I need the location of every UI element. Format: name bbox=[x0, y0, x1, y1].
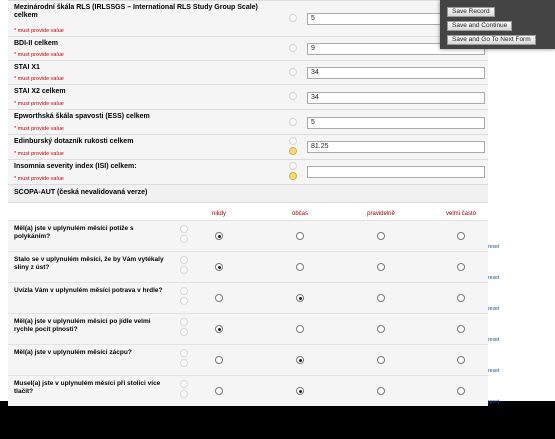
radio-option[interactable] bbox=[215, 294, 223, 302]
radio-option[interactable] bbox=[296, 263, 304, 271]
radio-option[interactable] bbox=[215, 387, 223, 395]
comment-icon[interactable] bbox=[289, 172, 297, 180]
history-icon[interactable] bbox=[180, 225, 188, 233]
history-icon[interactable] bbox=[289, 14, 297, 22]
column-header: pravidelně bbox=[367, 211, 395, 217]
comment-icon[interactable] bbox=[180, 328, 188, 336]
comment-icon[interactable] bbox=[180, 297, 188, 305]
history-icon[interactable] bbox=[180, 256, 188, 264]
radio-option[interactable] bbox=[457, 325, 465, 333]
radio-option[interactable] bbox=[377, 325, 385, 333]
radio-option[interactable] bbox=[377, 387, 385, 395]
question-label: Měl(a) jste v uplynulém měsíci po jídle velmi rychle pocit plnosti? bbox=[14, 318, 151, 333]
comment-icon[interactable] bbox=[289, 147, 297, 155]
section-header bbox=[8, 184, 488, 202]
score-input[interactable] bbox=[307, 166, 485, 178]
field-label: STAI X2 celkem bbox=[14, 88, 66, 95]
section-title: SCOPA-AUT (česká nevalidovaná verze) bbox=[14, 189, 148, 196]
radio-option[interactable] bbox=[457, 387, 465, 395]
history-icon[interactable] bbox=[289, 118, 297, 126]
score-input[interactable]: 34 bbox=[307, 92, 485, 104]
history-icon[interactable] bbox=[180, 287, 188, 295]
comment-icon[interactable] bbox=[180, 235, 188, 243]
matrix-row bbox=[8, 375, 488, 406]
score-row bbox=[8, 36, 488, 60]
radio-option[interactable] bbox=[296, 232, 304, 240]
history-icon[interactable] bbox=[289, 92, 297, 100]
field-label: Epworthská škála spavosti (ESS) celkem bbox=[14, 113, 150, 120]
reset-link[interactable]: reset bbox=[488, 244, 500, 250]
data-entry-form bbox=[8, 0, 488, 401]
radio-option[interactable] bbox=[296, 325, 304, 333]
reset-link[interactable]: reset bbox=[488, 306, 500, 312]
history-icon[interactable] bbox=[289, 68, 297, 76]
radio-option[interactable] bbox=[215, 263, 223, 271]
question-label: Musel(a) jste v uplynulém měsíci při stolici více tlačit? bbox=[14, 380, 161, 395]
reset-link[interactable]: reset bbox=[488, 275, 500, 281]
comment-icon[interactable] bbox=[180, 266, 188, 274]
save-and-continue-button[interactable]: Save and Continue bbox=[447, 21, 512, 31]
radio-option[interactable] bbox=[377, 294, 385, 302]
radio-option[interactable] bbox=[457, 294, 465, 302]
score-row bbox=[8, 60, 488, 84]
matrix-row bbox=[8, 251, 488, 282]
history-icon[interactable] bbox=[289, 44, 297, 52]
matrix-row bbox=[8, 344, 488, 375]
score-input[interactable]: 9 bbox=[307, 43, 485, 55]
radio-option[interactable] bbox=[296, 356, 304, 364]
reset-link[interactable]: reset bbox=[488, 337, 500, 343]
save-record-button[interactable]: Save Record bbox=[447, 7, 495, 17]
matrix-header bbox=[8, 202, 488, 220]
radio-option[interactable] bbox=[215, 232, 223, 240]
radio-option[interactable] bbox=[215, 325, 223, 333]
history-icon[interactable] bbox=[289, 162, 297, 170]
column-header: velmi často bbox=[445, 211, 476, 217]
score-input[interactable]: 34 bbox=[307, 67, 485, 79]
score-input[interactable]: 81.25 bbox=[307, 141, 485, 153]
radio-option[interactable] bbox=[377, 356, 385, 364]
score-row bbox=[8, 0, 488, 36]
history-icon[interactable] bbox=[289, 137, 297, 145]
comment-icon[interactable] bbox=[180, 390, 188, 398]
matrix-row bbox=[8, 313, 488, 344]
history-icon[interactable] bbox=[180, 380, 188, 388]
history-icon[interactable] bbox=[180, 349, 188, 357]
field-label: Insomnia severity index (ISI) celkem: bbox=[14, 163, 137, 170]
reset-link[interactable]: reset bbox=[488, 368, 500, 374]
required-note: * must provide value bbox=[14, 52, 64, 58]
required-note: * must provide value bbox=[14, 101, 64, 107]
radio-option[interactable] bbox=[296, 387, 304, 395]
radio-option[interactable] bbox=[377, 263, 385, 271]
field-label: STAI X1 bbox=[14, 64, 40, 71]
required-note: * must provide value bbox=[14, 126, 64, 132]
matrix-row bbox=[8, 282, 488, 313]
required-note: * must provide value bbox=[14, 76, 64, 82]
matrix-row bbox=[8, 220, 488, 251]
radio-option[interactable] bbox=[215, 356, 223, 364]
field-label: BDI-II celkem bbox=[14, 40, 58, 47]
radio-option[interactable] bbox=[296, 294, 304, 302]
reset-link[interactable]: reset bbox=[488, 399, 500, 405]
radio-option[interactable] bbox=[457, 356, 465, 364]
radio-option[interactable] bbox=[457, 263, 465, 271]
score-row bbox=[8, 84, 488, 109]
comment-icon[interactable] bbox=[180, 359, 188, 367]
score-input[interactable]: 5 bbox=[307, 13, 485, 25]
score-input[interactable]: 5 bbox=[307, 117, 485, 129]
column-header: nikdy bbox=[211, 211, 226, 217]
required-note: * must provide value bbox=[14, 176, 64, 182]
field-label: Mezinárodní škála RLS (IRLSSGS – International RLS Study Group Scale) celkem bbox=[14, 4, 258, 19]
required-note: * must provide value bbox=[14, 28, 64, 34]
radio-option[interactable] bbox=[457, 232, 465, 240]
required-note: * must provide value bbox=[14, 151, 64, 157]
radio-option[interactable] bbox=[377, 232, 385, 240]
question-label: Měl(a) jste v uplynulém měsíci potíže s polykáním? bbox=[14, 225, 134, 240]
field-label: Edinburský dotazník rukosti celkem bbox=[14, 138, 134, 145]
question-label: Uvízla Vám v uplynulém měsíci potrava v hrdle? bbox=[14, 287, 163, 294]
score-row bbox=[8, 109, 488, 134]
history-icon[interactable] bbox=[180, 318, 188, 326]
save-actions-panel bbox=[440, 0, 555, 49]
score-row bbox=[8, 134, 488, 159]
question-label: Měl(a) jste v uplynulém měsíci zácpu? bbox=[14, 349, 132, 356]
score-row bbox=[8, 159, 488, 184]
column-header: občas bbox=[291, 211, 308, 217]
save-and-next-form-button[interactable]: Save and Go To Next Form bbox=[447, 35, 536, 45]
question-label: Stalo se v uplynulém měsíci, že by Vám vytékaly sliny z úst? bbox=[14, 256, 164, 271]
